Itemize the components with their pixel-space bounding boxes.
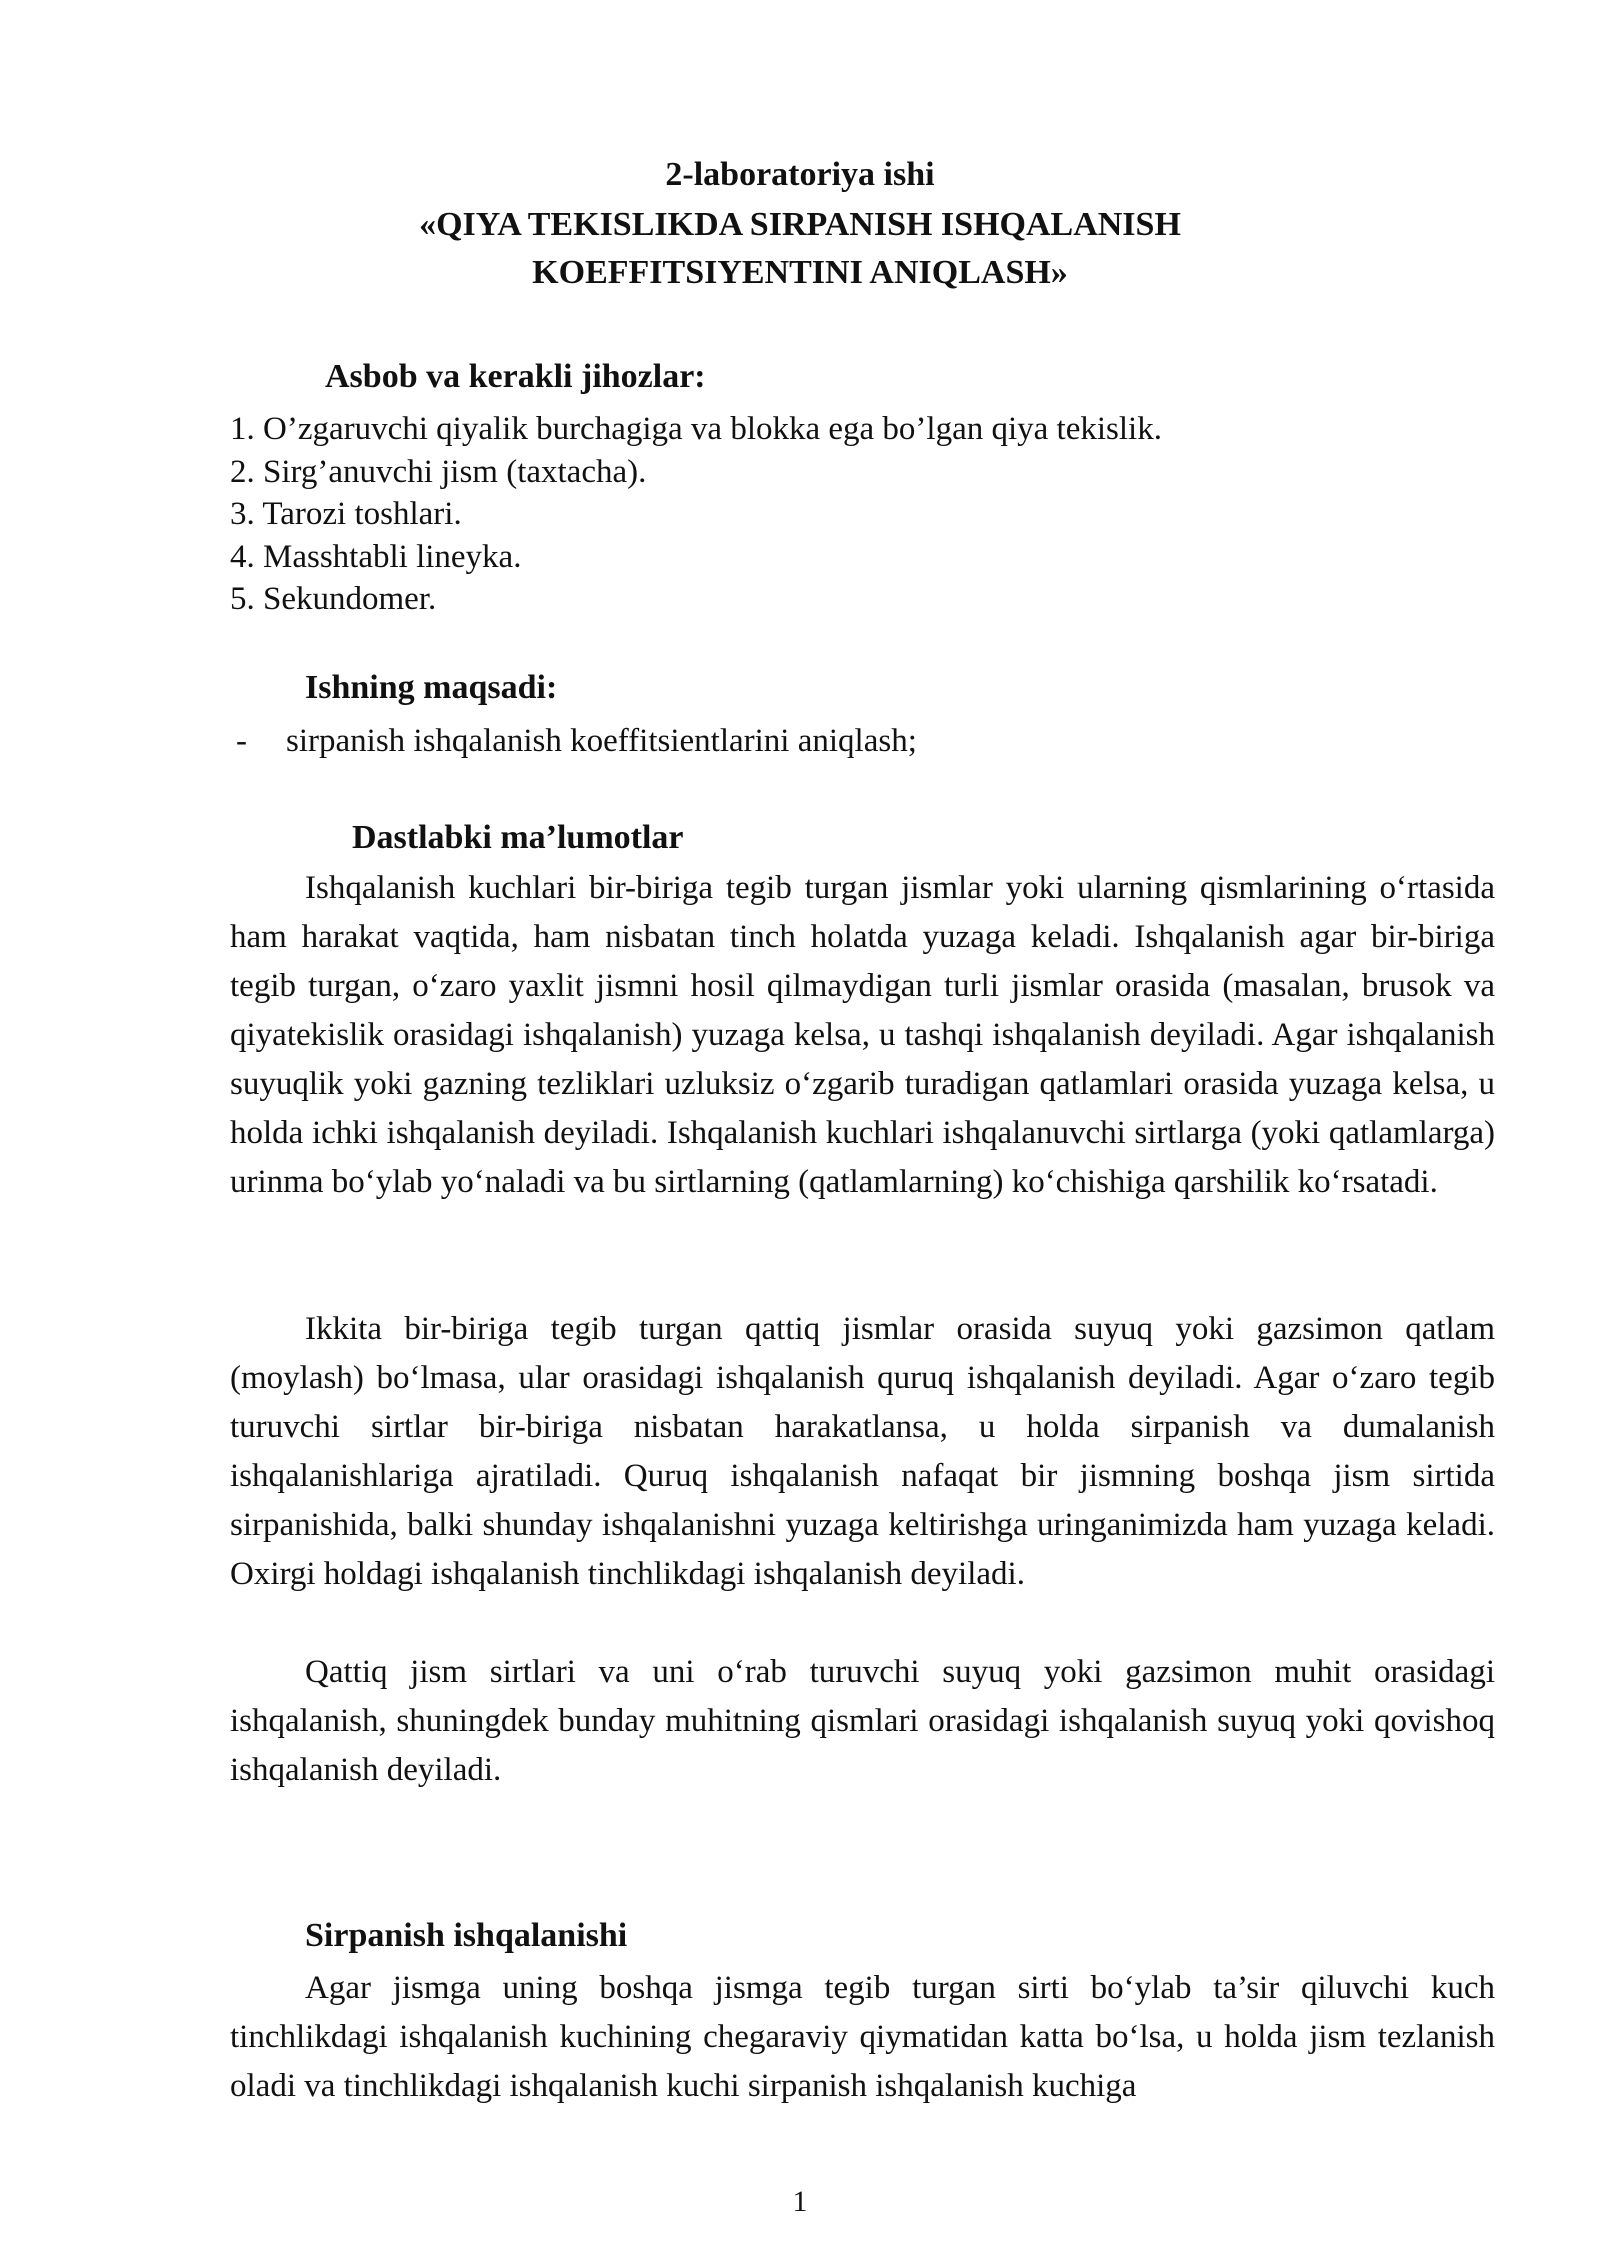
equipment-heading: Asbob va kerakli jihozlar: bbox=[325, 358, 706, 395]
goal-item bbox=[236, 720, 917, 762]
preliminary-paragraph: Ishqalanish kuchlari bir-biriga tegib turgan jismlar yoki ularning qismlarining o‘rtasida ham harakat vaqtida, ham nisbatan tinch holatda yuzaga keladi. Ishqalanish agar bir-biriga tegib turgan, o‘zaro yaxlit jismni hosil qilmaydigan turli jismlar orasida (masalan, brusok va qiyatekislik orasidagi ishqalanish) yuzaga kelsa, u tashqi ishqalanish deyiladi. Agar ishqalanish suyuqlik yoki gazning tezliklari uzluksiz o‘zgarib turadigan qatlamlari orasida yuzaga kelsa, u holda ichki ishqalanish deyiladi. Ishqalanish kuchlari ishqalanuvchi sirtlarga (yoki qatlamlarga) urinma bo‘ylab yo‘naladi va bu sirtlarning (qatlamlarning) ko‘chishiga qarshilik ko‘rsatadi. bbox=[230, 870, 1495, 1200]
lab-number-title: 2-laboratoriya ishi bbox=[665, 156, 935, 193]
equipment-item: 5. Sekundomer. bbox=[230, 581, 437, 617]
goal-text: sirpanish ishqalanish koeffitsientlarini aniqlash; bbox=[286, 723, 917, 759]
preliminary-paragraph: Qattiq jism sirtlari va uni o‘rab turuvchi suyuq yoki gazsimon muhit orasidagi ishqalanish, shuningdek bunday muhitning qismlari orasidagi ishqalanish suyuq yoki qovishoq ishqalanish deyiladi. bbox=[230, 1654, 1495, 1788]
equipment-list bbox=[230, 408, 1162, 621]
sliding-heading: Sirpanish ishqalanishi bbox=[305, 1917, 628, 1954]
preliminary-heading: Dastlabki ma’lumotlar bbox=[352, 819, 684, 856]
goal-dash: - bbox=[236, 723, 247, 759]
equipment-item: 1. O’zgaruvchi qiyalik burchagiga va blokka ega bo’lgan qiya tekislik. bbox=[230, 411, 1162, 447]
sliding-paragraph: Agar jismga uning boshqa jismga tegib turgan sirti bo‘ylab ta’sir qiluvchi kuch tinchlikdagi ishqalanish kuchining chegaraviy qiymatidan katta bo‘lsa, u holda jism tezlanish oladi va tinchlikdagi ishqalanish kuchi sirpanish ishqalanish kuchiga bbox=[230, 1970, 1495, 2104]
equipment-item: 3. Tarozi toshlari. bbox=[230, 496, 462, 532]
equipment-item: 2. Sirg’anuvchi jism (taxtacha). bbox=[230, 453, 647, 490]
goal-heading: Ishning maqsadi: bbox=[305, 669, 558, 706]
equipment-item: 4. Masshtabli lineyka. bbox=[230, 538, 522, 575]
preliminary-paragraph: Ikkita bir-biriga tegib turgan qattiq jismlar orasida suyuq yoki gazsimon qatlam (moylash) bo‘lmasa, ular orasidagi ishqalanish quruq ishqalanish deyiladi. Agar o‘zaro tegib turuvchi sirtlar bir-biriga nisbatan harakatlansa, u holda sirpanish va dumalanish ishqalanishlariga ajratiladi. Quruq ishqalanish nafaqat bir jismning boshqa jism sirtida sirpanishida, balki shunday ishqalanishni yuzaga keltirishga uringanimizda ham yuzaga keladi. Oxirgi holdagi ishqalanish tinchlikdagi ishqalanish deyiladi. bbox=[230, 1311, 1495, 1592]
lab-title-line-2: KOEFFITSIYENTINI ANIQLASH» bbox=[532, 254, 1068, 291]
lab-title-line-1: «QIYA TEKISLIKDA SIRPANISH ISHQALANISH bbox=[419, 206, 1181, 243]
page-number: 1 bbox=[792, 2185, 808, 2218]
